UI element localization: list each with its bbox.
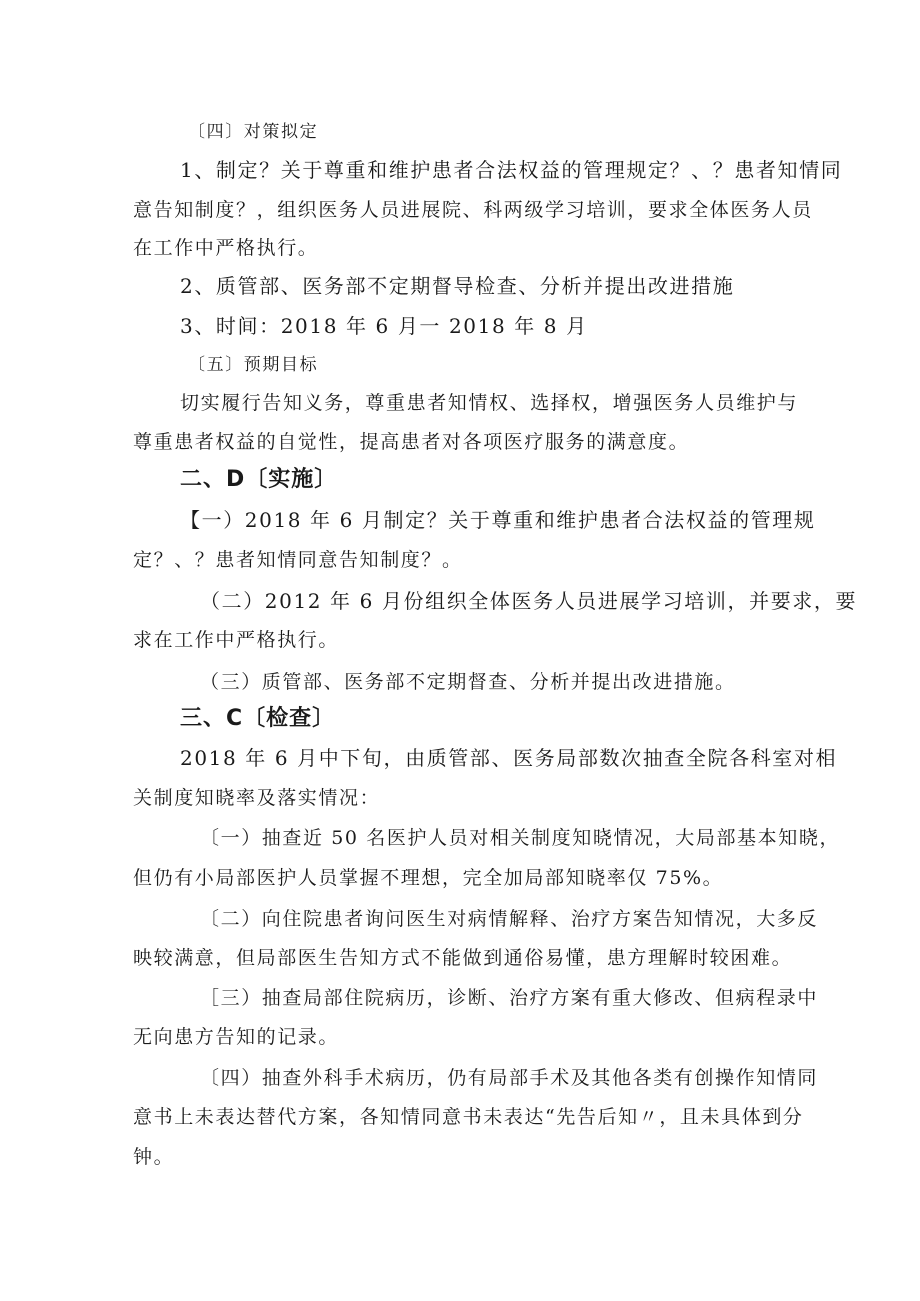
chapter-heading-implementation: 二、D〔实施〕 — [180, 467, 338, 492]
paragraph-line: 〔四）抽查外科手术病历，仍有局部手术及其他各类有创操作知情同 — [200, 1067, 819, 1089]
paragraph-line: 意书上未表达替代方案，各知情同意书未表达“先告后知〃，且未具体到分 — [133, 1106, 804, 1128]
paragraph-line: 2、质管部、医务部不定期督导检查、分析并提出改进措施 — [180, 274, 735, 298]
paragraph-line: 在工作中严格执行。 — [133, 237, 319, 259]
paragraph-line: 〔一）抽查近 50 名医护人员对相关制度知晓情况，大局部基本知晓， — [200, 827, 841, 849]
paragraph-line: 映较满意，但局部医生告知方式不能做到通俗易懂，患方理解时较困难。 — [133, 947, 793, 969]
paragraph-line: 切实履行告知义务，尊重患者知情权、选择权，增强医务人员维护与 — [180, 392, 799, 414]
chapter-heading-check: 三、C〔检查〕 — [180, 706, 336, 731]
paragraph-line: 钟。 — [133, 1146, 175, 1168]
paragraph-line: 1、制定？关于尊重和维护患者合法权益的管理规定？、？患者知情同 — [180, 158, 843, 182]
paragraph-line: 意告知制度？，组织医务人员进展院、科两级学习培训，要求全体医务人员 — [133, 199, 813, 221]
paragraph-line: 求在工作中严格执行。 — [133, 629, 340, 651]
paragraph-line: 【一）2018 年 6 月制定？关于尊重和维护患者合法权益的管理规 — [180, 508, 816, 532]
paragraph-line: 无向患方告知的记录。 — [133, 1026, 340, 1048]
paragraph-line: ［三）抽查局部住院病历，诊断、治疗方案有重大修改、但病程录中 — [200, 987, 819, 1009]
paragraph-line: 尊重患者权益的自觉性，提高患者对各项医疗服务的满意度。 — [133, 431, 690, 453]
paragraph-line: 关制度知晓率及落实情况： — [133, 787, 381, 809]
section-heading-expected-goal: 〔五〕预期目标 — [188, 355, 319, 375]
paragraph-line: 3、时间：2018 年 6 月一 2018 年 8 月 — [180, 314, 588, 338]
section-heading-countermeasures: 〔四〕对策拟定 — [188, 122, 319, 142]
paragraph-line: 2018 年 6 月中下旬，由质管部、医务局部数次抽查全院各科室对相 — [180, 746, 838, 770]
paragraph-line: 定？、？患者知情同意告知制度？。 — [133, 549, 463, 571]
paragraph-line: （三）质管部、医务部不定期督查、分析并提出改进措施。 — [200, 671, 736, 693]
paragraph-line: 〔二）向住院患者询问医生对病情解释、治疗方案告知情况，大多反 — [200, 908, 819, 930]
paragraph-line: 但仍有小局部医护人员掌握不理想，完全加局部知晓率仅 75%。 — [133, 867, 724, 889]
paragraph-line: （二）2012 年 6 月份组织全体医务人员进展学习培训，并要求，要 — [200, 589, 858, 613]
